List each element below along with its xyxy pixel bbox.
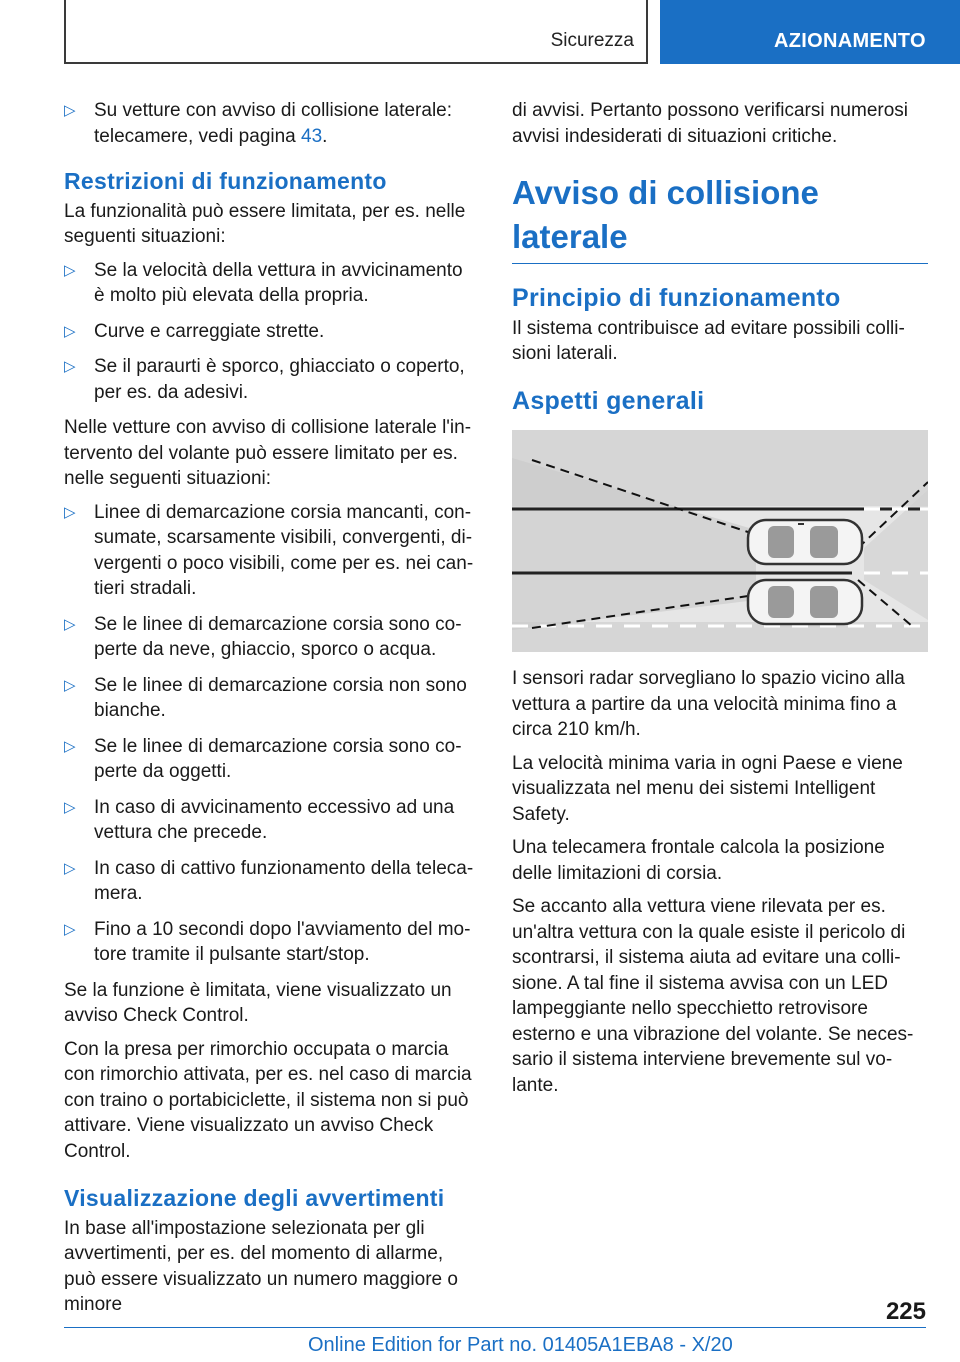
list-item-text: Fino a 10 secondi dopo l'avviamento del motore tramite il pulsante start/stop.: [94, 918, 471, 965]
list-item-text: Se la velocità della vettura in avvicinamento è molto più elevata della propria.: [94, 259, 463, 306]
paragraph: Il sistema contribuisce ad evitare possibili collisioni laterali.: [512, 317, 905, 364]
paragraph: In base all'impostazione selezionata per gli avvertimenti, per es. del momento di allarme, può essere visualizzato un numero maggiore o minore: [64, 1217, 458, 1315]
paragraph: Una telecamera frontale calcola la posizione delle limitazioni di corsia.: [512, 837, 885, 884]
paragraph: Nelle vetture con avviso di collisione laterale l'intervento del volante può essere limitato per es. nelle seguenti situazioni:: [64, 417, 472, 489]
list-item: [64, 917, 478, 968]
other-car-icon: [748, 580, 862, 624]
paragraph: Con la presa per rimorchio occupata o marcia con rimorchio attivata, per es. nel caso di marcia con traino o portabiciclette, il sistema non si può attivare. Viene visualizzato un avviso Check Control.: [64, 1038, 472, 1162]
right-column: [512, 98, 928, 1106]
heading-aspetti: Aspetti generali: [512, 386, 705, 415]
heading-restrizioni: Restrizioni di funzionamento: [64, 168, 387, 194]
paragraph: La velocità minima varia in ogni Paese e viene visualizzata nel menu dei sistemi Intelligent Safety.: [512, 752, 903, 825]
bullet-triangle-icon: ▷: [64, 798, 76, 816]
list-item: [64, 500, 478, 602]
bullet-triangle-icon: ▷: [64, 322, 76, 340]
own-car-icon: [748, 520, 862, 564]
chapter-tab[interactable]: [660, 0, 960, 64]
list-item: [64, 354, 478, 405]
list-item-text: Se il paraurti è sporco, ghiacciato o coperto, per es. da adesivi.: [94, 356, 465, 403]
bullet-triangle-icon: ▷: [64, 737, 76, 755]
bullet-triangle-icon: ▷: [64, 261, 76, 279]
page-link[interactable]: 43: [301, 125, 323, 147]
bullet-triangle-icon: ▷: [64, 920, 76, 938]
heading-principio: Principio di funzionamento: [512, 284, 841, 312]
page-number: 225: [885, 1298, 926, 1325]
bullet-triangle-icon: ▷: [64, 859, 76, 877]
list-item-text: Su vetture con avviso di collisione laterale: telecamere, vedi pagina: [94, 100, 453, 147]
list-item-text: Curve e carreggiate strette.: [94, 320, 325, 342]
bullet-triangle-icon: ▷: [64, 102, 76, 119]
edition-footer: Online Edition for Part no. 01405A1EBA8 - X/20: [308, 1334, 733, 1356]
bullet-triangle-icon: ▷: [64, 358, 76, 375]
list-item-tail: .: [322, 125, 328, 147]
chapter-title: AZIONAMENTO: [774, 30, 926, 52]
list-item: [64, 258, 478, 309]
list-item: [64, 612, 478, 663]
bullet-triangle-icon: ▷: [64, 503, 76, 521]
paragraph: Se la funzione è limitata, viene visualizzato un avviso Check Control.: [64, 979, 452, 1026]
list-item-text: In caso di avvicinamento eccessivo ad una vettura che precede.: [94, 796, 455, 843]
list-item-text: Se le linee di demarcazione corsia sono coperte da oggetti.: [94, 735, 462, 782]
list-item-text: Linee di demarcazione corsia mancanti, consumate, scarsamente visibili, convergenti, divergenti o poco visibili, come per es. nei cantieri stradali.: [94, 501, 474, 599]
chapter-heading: Avviso di collisione laterale: [512, 171, 928, 264]
section-title: Sicurezza: [550, 30, 634, 51]
left-column: [64, 98, 478, 1326]
list-item: [64, 734, 478, 785]
header-section-box: [64, 0, 648, 64]
bullet-triangle-icon: ▷: [64, 676, 76, 694]
side-collision-illustration: [512, 430, 928, 652]
list-item-text: In caso di cattivo funzionamento della telecamera.: [94, 857, 474, 904]
paragraph: Se accanto alla vettura viene rilevata per es. un'altra vettura con la quale esiste il pericolo di scontrarsi, il sistema aiuta ad evitare una collisione. A tal fine il sistema avvisa con un LED lampeggiante nello specchietto retrovisore esterno e una vibrazione del volante. Se necessario il sistema interviene brevemente sul volante.: [512, 896, 914, 1096]
paragraph: di avvisi. Pertanto possono verificarsi numerosi avvisi indesiderati di situazioni critiche.: [512, 100, 909, 147]
heading-visualizzazione: Visualizzazione degli avvertimenti: [64, 1185, 445, 1211]
list-item-text: Se le linee di demarcazione corsia sono coperte da neve, ghiaccio, sporco o acqua.: [94, 613, 462, 660]
list-item: [64, 795, 478, 846]
paragraph: La funzionalità può essere limitata, per es. nelle seguenti situazioni:: [64, 200, 466, 247]
bullet-triangle-icon: ▷: [64, 615, 76, 633]
footer-divider: [64, 1327, 926, 1328]
list-item: [64, 98, 478, 149]
list-item: [64, 319, 478, 345]
paragraph: I sensori radar sorvegliano lo spazio vicino alla vettura a partire da una velocità minima fino a circa 210 km/h.: [512, 668, 905, 740]
list-item: [64, 856, 478, 907]
list-item-text: Se le linee di demarcazione corsia non sono bianche.: [94, 674, 467, 721]
list-item: [64, 673, 478, 724]
